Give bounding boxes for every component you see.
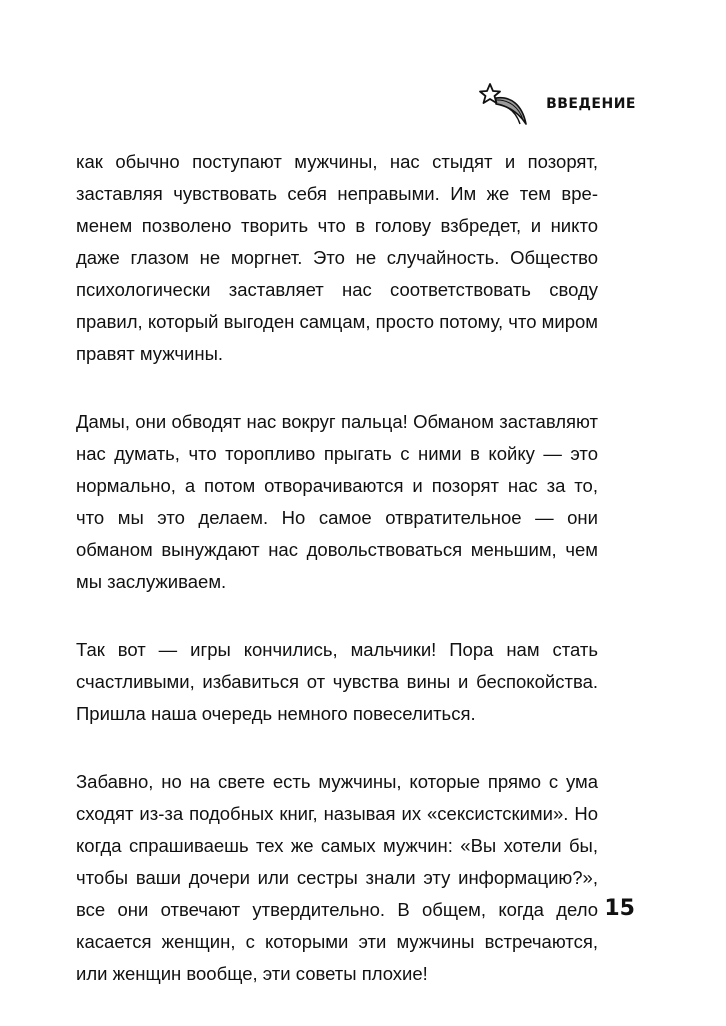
page-number: 15 [604,896,635,921]
running-header [476,80,636,128]
paragraph-1: как обычно поступают мужчины, нас стыдят и позорят, заставляя чувствовать себя неправыми. Им же тем временем позволено творить что в голову взбредет, и никто даже глазом не моргнет. Это не случайность. Общество психологически заставляет нас соответствовать своду правил, который выгоден самцам, просто потому, что миром правят мужчины. [76,151,598,364]
section-title: ВВЕДЕНИЕ [546,96,636,112]
body-text [76,146,598,1026]
paragraph-2: Дамы, они обводят нас вокруг пальца! Обманом заставляют нас думать, что торопливо прыгать с ними в койку — это нормально, а потом отворачиваются и позорят нас за то, что мы это делаем. Но самое отвратительное — они обманом вынуждают нас довольствоваться меньшим, чем мы заслуживаем. [76,411,598,592]
paragraph-3: Так вот — игры кончились, мальчики! Пора нам стать счастливыми, избавиться от чувства вины и беспокойства. Пришла наша очередь немного повеселиться. [76,639,598,724]
shooting-star-icon [476,80,532,128]
paragraph-4: Забавно, но на свете есть мужчины, которые прямо с ума сходят из-за подобных книг, называя их «сексистскими». Но когда спрашиваешь тех же самых мужчин: «Вы хотели бы, чтобы ваши дочери или сестры знали эту информацию?», все они отвечают утвердительно. В общем, когда дело касается женщин, с которыми эти мужчины встречаются, или женщин вообще, эти советы плохие! [76,771,598,984]
